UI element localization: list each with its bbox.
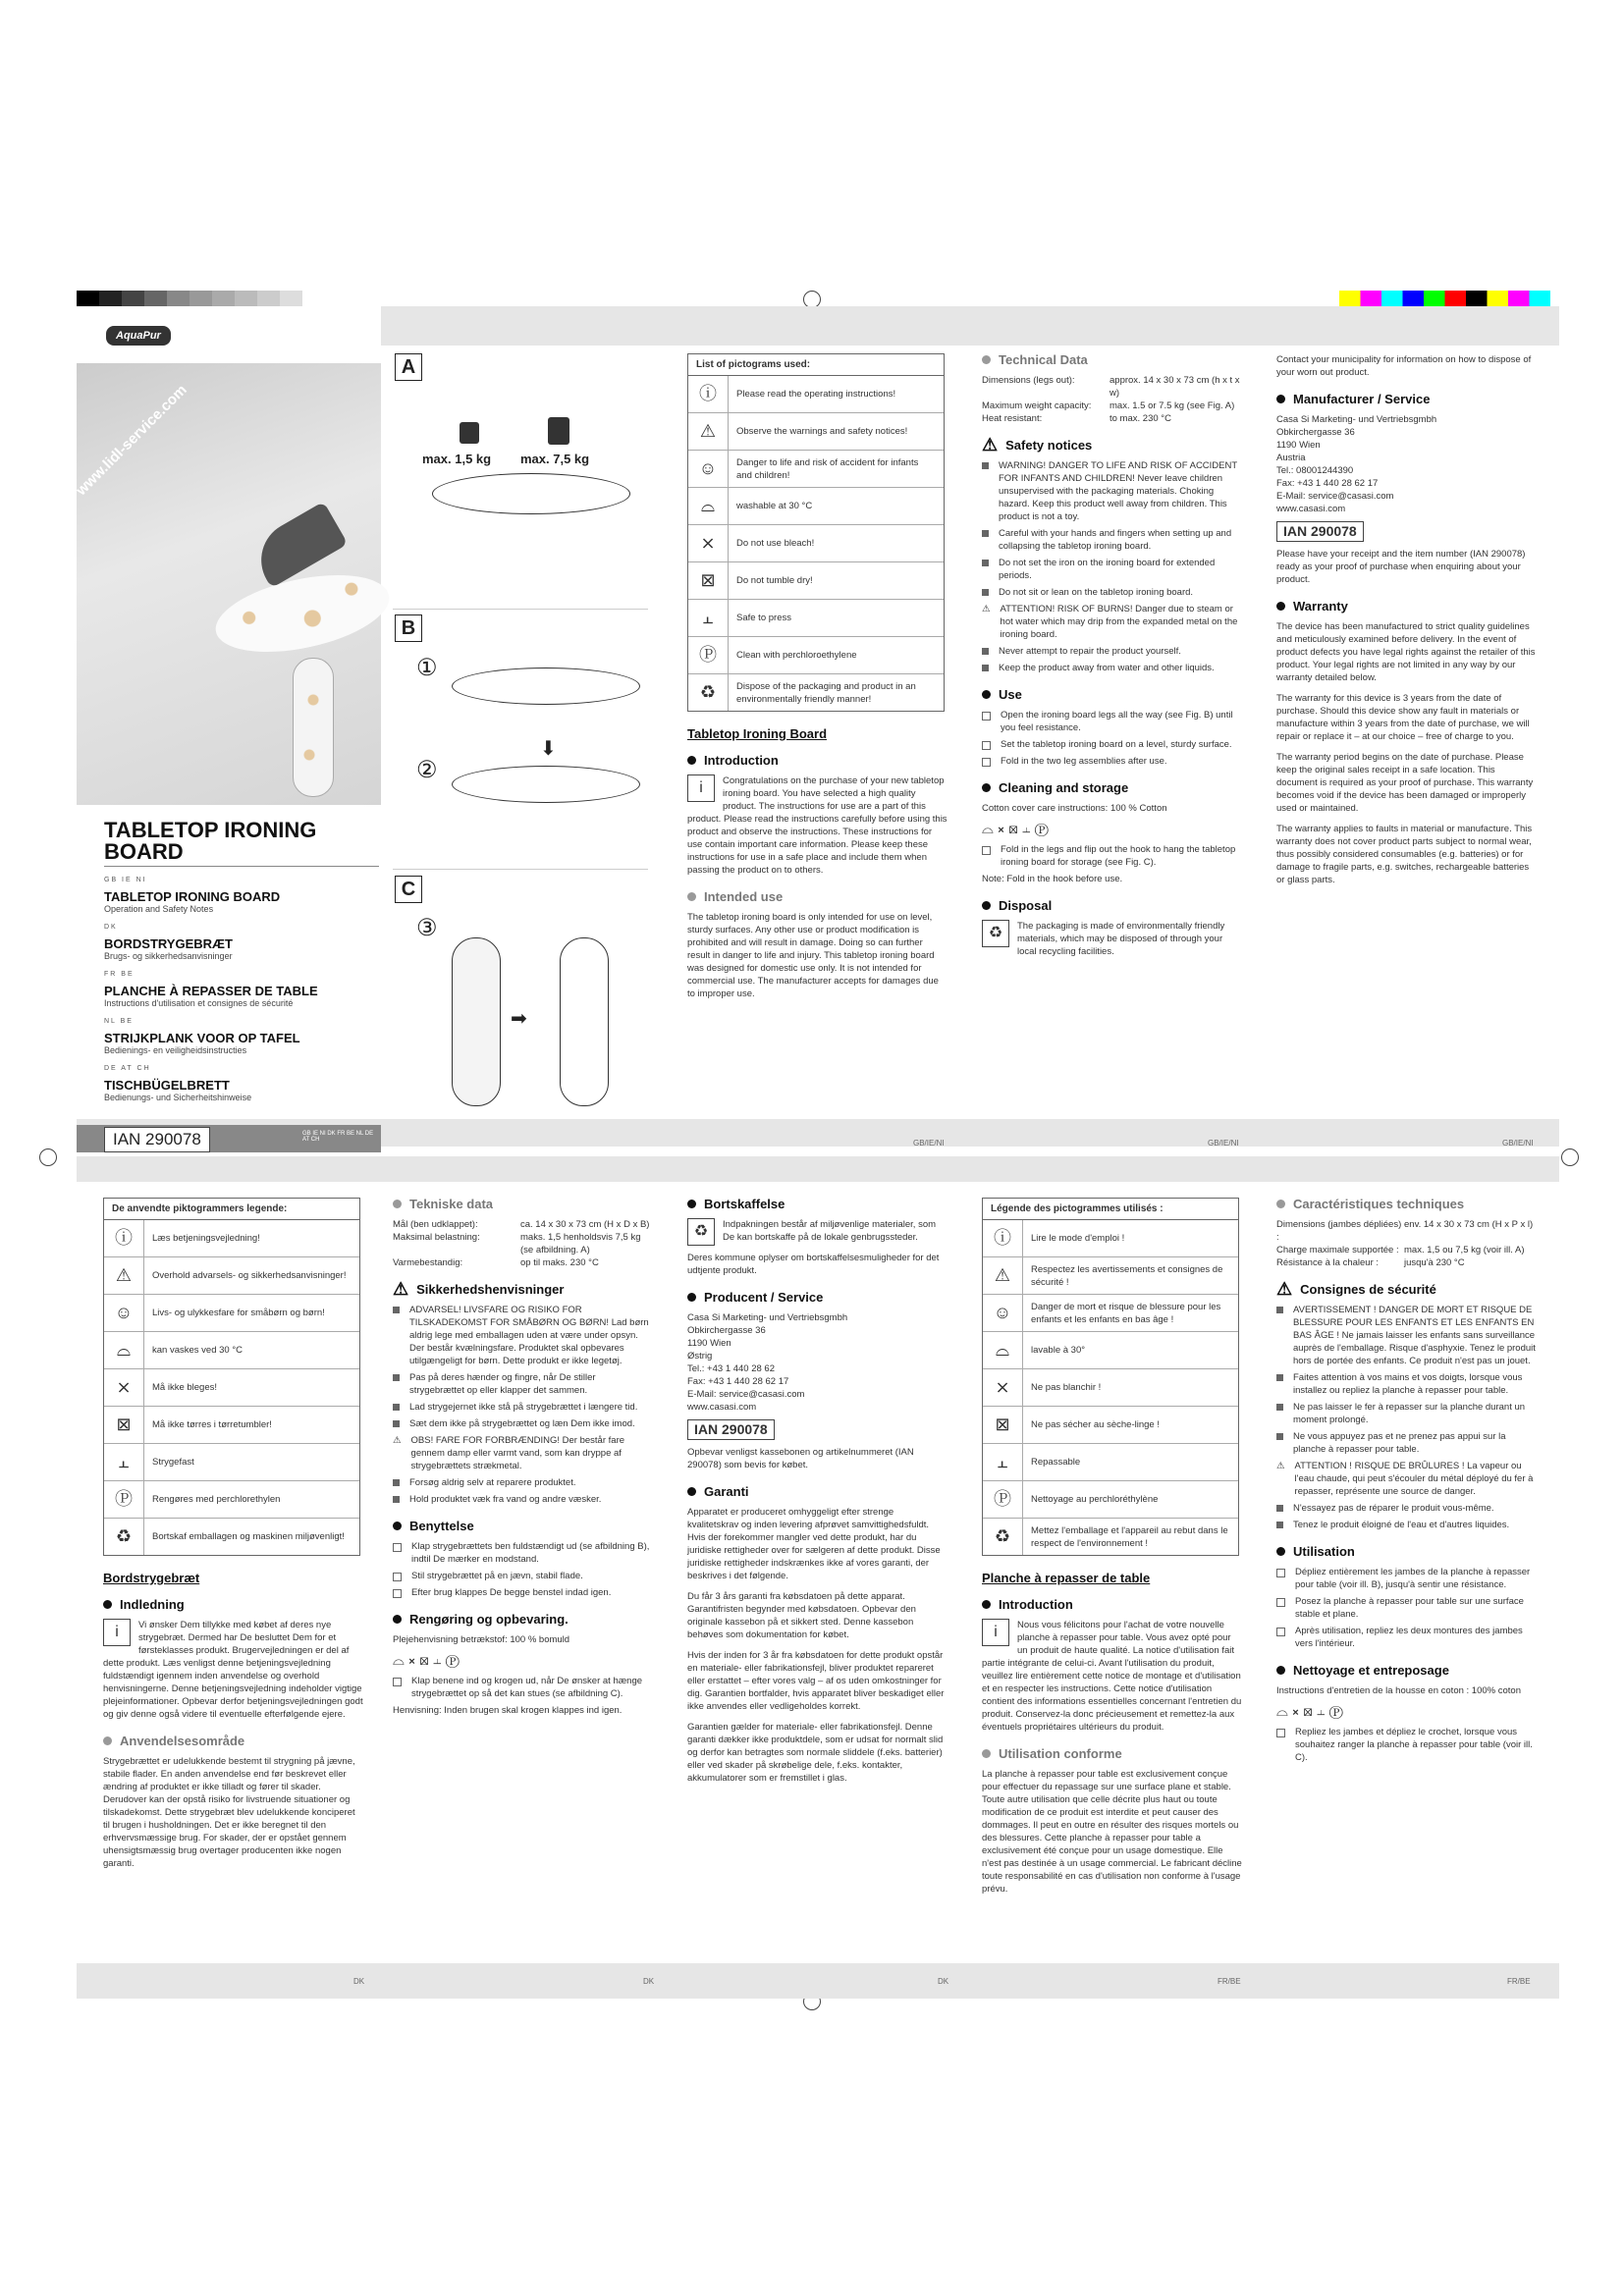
fig-c-arrow: ➡ (511, 1008, 527, 1030)
warning-icon: ⚠ (688, 413, 729, 450)
gb-product-title: Tabletop Ironing Board (687, 726, 828, 741)
info-icon: i (982, 1619, 1009, 1646)
dk-col-3: Bortskaffelse ♻ Indpakningen består af miljøvenlige materialer, som De kan bortskaffe på de lokale genbrugssteder. Deres kommune oplyser om bortskaffelsesmuligheder for det udtjente produkt. Producent / Service Casa Si Marketing- und Vertriebsgmbh Obkirchergasse 36 1190 Wien Østrig Tel.: +43 1 440 28 62 Fax: +43 1 440 28 62 17 E-Mail: service@casasi.com www.casasi.com IAN 290078 Opbevar venligst kassebonen og artikelnummeret (IAN 290078) som bevis for købet. Garanti Apparatet er produceret omhyggeligt efter strenge kvalitetskrav og inden levering afprøvet samvittighedsfuldt. Hvis der forekommer mangler ved dette produkt, har du juridiske rettigheder over for sælgeren af dette produkt. Disse juridiske rettigheder indskrænkes ikke af vores garanti, der beskrives i det følgende. Du får 3 års garanti fra købsdatoen på dette apparat. Garantifristen begynder med købsdatoen. Opbevar den originale kassebon på et sikkert sted. Denne kassebon behøves som dokumentation for købet. Hvis der inden for 3 år fra købsdatoen for dette produkt opstår en materiale- eller fabrikationsfejl, bliver produktet repareret eller erstattet – efter vores valg – af os uden omkostninger for dig. Garantien bortfalder, hvis apparatet bliver beskadiget eller ikke anvendes eller vedligeholdes korrekt. Garantien gælder for materiale- eller fabrikationsfejl. Denne garanti dækker ikke produktdele, som er udsat for normalt slid og derfor kan betragtes som normale sliddele (f.eks. batterier) eller ved skader på skrøbelige dele, f.eks. kontakter, akkumulatorer som er fremstillet i glas. (687, 1198, 947, 1792)
gb-clean-heading: Cleaning and storage (982, 781, 1242, 794)
gb-tech-heading: Technical Data (982, 353, 1242, 366)
fr-safety-heading: ⚠ Consignes de sécurité (1276, 1279, 1436, 1299)
warning-icon: ⚠ (982, 435, 999, 454)
gb-col-2: Technical Data Dimensions (legs out): approx. 14 x 30 x 73 cm (h x t x w) Maximum weight capacity: max. 1.5 or 7.5 kg (see Fig. A) Heat resistant: to max. 230 °C ⚠ Safety notices WARNING! DANGER TO LIFE AND RISK OF ACCIDENT FOR INFANTS AND CHILDREN! Never leave children unsupervised with the packaging materials. Choking hazard. Keep this product well away from children. This product is not a toy. Careful with your hands and fingers when setting up and collapsing the tabletop ironing board. Do not set the iron on the ironing board for extended periods. Do not sit or lean on the tabletop ironing board. ⚠ ATTENTION! RISK OF BURNS! Danger due to steam or hot water which may drip from the expanded metal on the ironing board. Never attempt to repair the product yourself. Keep the product away from water and other liquids. Use Open the ironing board legs all the way (see Fig. B) until you feel resistance. Set the tabletop ironing board on a level, sturdy surface. Fold in the two leg assemblies after use. Cleaning and storage Cotton cover care instructions: 100 % Cotton ⌓ ⨯ ⊠ ⫠ Ⓟ Fold in the legs and flip out the hook to hang the tabletop ironing board for storage (see Fig. C). Note: Fold in the hook before use. Disposal ♻ The packaging is made of environmentally friendly materials, which may be disposed of through your local recycling facilities. (982, 353, 1242, 966)
gb-safety-heading: ⚠ Safety notices (982, 435, 1093, 454)
iron-icon: ⫠ (104, 1444, 144, 1480)
dk-product-title: Bordstrygebræt (103, 1571, 200, 1585)
registration-bar-left (77, 291, 302, 306)
lang-block-nl: NL BE STRIJKPLANK VOOR OP TAFEL Bedienings- en veiligheidsinstructies (104, 1018, 300, 1055)
fr-col-1: Légende des pictogrammes utilisés : ⓘ Lire le mode d'emploi ! ⚠ Respectez les avertissements et consignes de sécurité ! ☺ Danger de mort et risque de blessure pour les enfants et les enfants en bas âge ! ⌓ lavable à 30° ⨯ Ne pas blanchir ! ⊠ Ne pas sécher au sèche-linge ! ⫠ Repassable Ⓟ Nettoyage au perchloréthylène ♻ Mettez l'emballage et l'appareil au rebut dans le respect de l'environnement ! Planche à repasser de table Introduction i Nous vous félicitons pour l'achat de votre nouvelle planche à repasser pour table. Vous avez opté pour un produit de haute qualité. La notice d'utilisation fait partie intégrante de celui-ci. Avant l'utilisation du produit, veuillez lire entièrement cette notice de montage et d'utilisation et en respecter les instructions. Cette notice d'utilisation contient des informations essentielles concernant l'entretien du produit. Conservez-la donc précieusement et remettez-la aux éventuels propriétaires ultérieurs du produit. Utilisation conforme La planche à repasser pour table est exclusivement conçue pour effectuer du repassage sur une surface plane et stable. Toute autre utilisation que celle décrite plus haut ou toute modification de ce produit est interdite et peut causer des dommages. Il peut en outre en résulter des risques mortels ou des blessures. Cette planche à repasser pour table a exclusivement été conçue pour un usage domestique. Elle n'est pas destinée à un usage commercial. Le fabricant décline toute responsabilité en cas d'utilisation non conforme à l'usage prévu. (982, 1198, 1242, 1903)
read-instructions-icon: ⓘ (104, 1220, 144, 1256)
fig-a-load-2: max. 7,5 kg (520, 452, 590, 466)
perchloroethylene-icon: Ⓟ (104, 1481, 144, 1518)
dk-tech-heading: Tekniske data (393, 1198, 653, 1210)
gb-intro-text: i Congratulations on the purchase of your new tabletop ironing board. You have selected a high quality product. The instructions for use are a part of this product. Please read the instructions carefully before using this product and observe the instructions. These instructions for use contain important care information. Please keep these instructions for use in a safe place and include them when passing the product on to others. (687, 775, 947, 876)
warning-icon: ⚠ (1276, 1461, 1285, 1471)
fig-a (412, 393, 648, 540)
dk-intended-heading: Anvendelsesområde (103, 1735, 363, 1747)
recycle-icon: ♻ (982, 920, 1009, 947)
read-instructions-icon: ⓘ (983, 1220, 1023, 1256)
wash-30-icon: ⌓ (983, 1332, 1023, 1368)
fig-b-board-2 (452, 766, 640, 803)
perchloroethylene-icon: Ⓟ (688, 637, 729, 673)
gb-tech-row: Maximum weight capacity: max. 1.5 or 7.5 kg (see Fig. A) (982, 400, 1235, 411)
fig-c-board-1 (452, 937, 501, 1106)
fig-label-b: B (395, 614, 422, 642)
dk-safety-heading: ⚠ Sikkerhedshenvisninger (393, 1279, 565, 1299)
wash-30-icon: ⌓ (104, 1332, 144, 1368)
warning-icon: ⚠ (982, 604, 991, 614)
cover-title: TABLETOP IRONING BOARD (104, 818, 317, 864)
perchloroethylene-icon: Ⓟ (983, 1481, 1023, 1518)
crosshair-left (39, 1148, 57, 1166)
dk-warranty-heading: Garanti (687, 1485, 947, 1498)
care-symbols-icon: ⌓ ⨯ ⊠ ⫠ Ⓟ (982, 821, 1049, 837)
gb-disposal-heading: Disposal (982, 899, 1242, 912)
standing-board-illustration (293, 658, 334, 797)
gb-safety-warning: WARNING! DANGER TO LIFE AND RISK OF ACCIDENT FOR INFANTS AND CHILDREN! Never leave children unsupervised with the packaging materials. Choking hazard. Keep this product well away from children. This product is not a toy. (982, 459, 1242, 523)
footer-gb-1: GB/IE/NI (913, 1139, 945, 1148)
fig-b-step-1: ① (416, 655, 438, 681)
mid-band-bottom (77, 1156, 1559, 1182)
fig-rule-2 (393, 869, 648, 870)
gb-intended-text: The tabletop ironing board is only intended for use on level, sturdy surfaces. Any other use or product modification is prohibited and will result in damage. Doing so can further result in danger to life and injury. This tabletop ironing board was designed for domestic use only. It is not intended for commercial use. The manufacturer accepts for damages due to improper use. (687, 912, 939, 999)
cover-ian-flags: GB IE NI DK FR BE NL DE AT CH (302, 1131, 374, 1143)
lang-block-dk: DK BORDSTRYGEBRÆT Brugs- og sikkerhedsanvisninger (104, 924, 233, 961)
read-instructions-icon: ⓘ (688, 376, 729, 412)
dk-mfr-heading: Producent / Service (687, 1291, 947, 1304)
warning-icon: ⚠ (983, 1257, 1023, 1294)
child-danger-icon: ☺ (983, 1295, 1023, 1331)
recycle-icon: ♻ (687, 1218, 715, 1246)
gb-intended-heading: Intended use (687, 890, 947, 903)
iron-icon: ⫠ (983, 1444, 1023, 1480)
weight-icon-2 (548, 417, 569, 445)
gb-use-heading: Use (982, 688, 1242, 701)
no-tumble-dry-icon: ⊠ (983, 1407, 1023, 1443)
cover-ian: IAN 290078 (104, 1127, 210, 1152)
cover-title-rule (104, 866, 379, 867)
warning-icon: ⚠ (1276, 1279, 1293, 1299)
ironing-board-illustration (209, 561, 397, 666)
fig-c (412, 908, 648, 1114)
no-bleach-icon: ⨯ (104, 1369, 144, 1406)
dk-clean-heading: Rengøring og opbevaring. (393, 1613, 653, 1626)
dk-pictogram-table: De anvendte piktogrammers legende: ⓘ Læs betjeningsvejledning! ⚠ Overhold advarsels- og sikkerhedsanvisninger! ☺ Livs- og ulykkesfare for småbørn og børn! ⌓ kan vaskes ved 30 °C ⨯ Må ikke bleges! ⊠ Må ikke tørres i tørretumbler! ⫠ Strygefast Ⓟ Rengøres med perchlorethylen ♻ Bortskaf emballagen og maskinen miljøvenligt! (103, 1198, 360, 1556)
footer-dk-1: DK (353, 1977, 365, 1986)
fr-use-heading: Utilisation (1276, 1545, 1537, 1558)
care-symbols-icon: ⌓ ⨯ ⊠ ⫠ Ⓟ (393, 1652, 460, 1669)
lang-block-fr: FR BE PLANCHE À REPASSER DE TABLE Instructions d'utilisation et consignes de sécurité (104, 971, 318, 1008)
fig-a-board (432, 473, 630, 514)
fig-label-a: A (395, 353, 422, 381)
fig-a-load-1: max. 1,5 kg (422, 452, 492, 466)
recycle-icon: ♻ (688, 674, 729, 711)
footer-gb-3: GB/IE/NI (1502, 1139, 1534, 1148)
fr-tech-heading: Caractéristiques techniques (1276, 1198, 1537, 1210)
warning-icon: ⚠ (393, 1435, 402, 1446)
fr-intended-heading: Utilisation conforme (982, 1747, 1242, 1760)
footer-dk-2: DK (643, 1977, 655, 1986)
info-icon: i (687, 774, 715, 802)
gb-tech-row: Dimensions (legs out): approx. 14 x 30 x 73 cm (h x t x w) (982, 375, 1240, 399)
lidl-service-url[interactable]: www.lidl-service.com (73, 381, 190, 500)
gb-intro-heading: Introduction (687, 754, 947, 767)
footer-dk-3: DK (938, 1977, 949, 1986)
gb-pictogram-table: List of pictograms used: ⓘ Please read the operating instructions! ⚠ Observe the warnings and safety notices! ☺ Danger to life and risk of accident for infants and children! ⌓ washable at 30 °C ⨯ Do not use bleach! ⊠ Do not tumble dry! ⫠ Safe to press Ⓟ Clean with perchloroethylene ♻ Dispose of the packaging and product in an environmentally friendly manner! (687, 353, 945, 712)
warning-icon: ⚠ (104, 1257, 144, 1294)
fr-col-2: Caractéristiques techniques Dimensions (jambes dépliées) : env. 14 x 30 x 73 cm (H x P x l) Charge maximale supportée : max. 1,5 ou 7,5 kg (voir ill. A) Résistance à la chaleur : jusqu'à 230 °C ⚠ Consignes de sécurité AVERTISSEMENT ! DANGER DE MORT ET RISQUE DE BLESSURE POUR LES ENFANTS ET LES ENFANTS EN BAS ÂGE ! Ne jamais laisser les enfants sans surveillance auprès de l'emballage. Risque d'asphyxie. Tenez le produit hors de portée des enfants. Ce produit n'est pas un jouet. Faites attention à vos mains et vos doigts, lorsque vous installez ou repliez la planche à repasser pour table. Ne pas laisser le fer à repasser sur la planche durant un moment prolongé. Ne vous appuyez pas et ne prenez pas appui sur la planche à repasser pour table. ⚠ ATTENTION ! RISQUE DE BRÛLURES ! La vapeur ou l'eau chaude, qui peut s'écouler du métal déployé du fer à repasser, représente une source de danger. N'essayez pas de réparer le produit vous-même. Tenez le produit éloigné de l'eau et d'autres liquides. Utilisation Dépliez entièrement les jambes de la planche à repasser pour table (voir ill. B), jusqu'à sentir une résistance. Posez la planche à repasser pour table sur une surface stable et plane. Après utilisation, repliez les deux montures des jambes vers l'intérieur. Nettoyage et entreposage Instructions d'entretien de la housse en coton : 100% coton ⌓ ⨯ ⊠ ⫠ Ⓟ Repliez les jambes et dépliez le crochet, lorsque vous souhaitez ranger la planche à repasser pour table (voir ill. C). (1276, 1197, 1536, 1763)
fig-label-c: C (395, 876, 422, 903)
cover-photo (73, 330, 381, 805)
lang-block-de: DE AT CH TISCHBÜGELBRETT Bedienungs- und Sicherheitshinweise (104, 1065, 252, 1102)
top-band (381, 306, 1559, 346)
dk-ian: IAN 290078 (687, 1419, 775, 1440)
registration-bar-right (1339, 291, 1550, 306)
gb-mfr-heading: Manufacturer / Service (1276, 393, 1537, 405)
dk-intro-heading: Indledning (103, 1598, 363, 1611)
fig-b (412, 648, 648, 874)
iron-icon: ⫠ (688, 600, 729, 636)
dk-use-heading: Benyttelse (393, 1520, 653, 1532)
bottom-band (77, 1963, 1559, 1999)
care-symbols-icon: ⌓ ⨯ ⊠ ⫠ Ⓟ (1276, 1703, 1343, 1720)
dk-col-1: De anvendte piktogrammers legende: ⓘ Læs betjeningsvejledning! ⚠ Overhold advarsels- og sikkerhedsanvisninger! ☺ Livs- og ulykkesfare for småbørn og børn! ⌓ kan vaskes ved 30 °C ⨯ Må ikke bleges! ⊠ Må ikke tørres i tørretumbler! ⫠ Strygefast Ⓟ Rengøres med perchlorethylen ♻ Bortskaf emballagen og maskinen miljøvenligt! Bordstrygebræt Indledning i Vi ønsker Dem tillykke med købet af deres nye strygebræt. Dermed har De besluttet Dem for et førsteklasses produkt. Brugervejledningen er del af dette produkt. Læs venligst denne betjeningsvejledning fuldstændigt igennem inden anvendelse og overhold henvisningerne. Denne betjeningsvejledning indeholder vigtige plejeinformationer. Opbevar derfor betjeningsvejledningen godt og giv denne også videre til eventuelle efterfølgende ejere. Anvendelsesområde Strygebrættet er udelukkende bestemt til strygning på jævne, stabile flader. En anden anvendelse end før beskrevet eller ændring af produktet er ikke tilladt og fører til skader. Derudover kan der opstå risiko for livstruende situationer og tilskadekomst. Dette strygebræt blev udelukkende konciperet til brugen i husholdningen. Det er ikke beregnet til den erhvervsmæssige brug. For skader, der er opstået gennem uhensigtsmæssig brug overtager producenten ikke nogen garanti. (103, 1198, 363, 1878)
crosshair-right (1561, 1148, 1579, 1166)
info-icon: i (103, 1619, 131, 1646)
fig-c-board-2 (560, 937, 609, 1106)
footer-fr-1: FR/BE (1218, 1977, 1241, 1986)
dk-disposal-heading: Bortskaffelse (687, 1198, 947, 1210)
lang-block-gb: GB IE NI TABLETOP IRONING BOARD Operation and Safety Notes (104, 877, 281, 914)
dk-col-2: Tekniske data Mål (ben udklappet): ca. 14 x 30 x 73 cm (H x D x B) Maksimal belastning: maks. 1,5 henholdsvis 7,5 kg (se afbildning. A) Varmebestandig: op til maks. 230 °C ⚠ Sikkerhedshenvisninger ADVARSEL! LIVSFARE OG RISIKO FOR TILSKADEKOMST FOR SMÅBØRN OG BØRN! Lad børn aldrig lege med emballagen uden at være under opsyn. Der består kvælningsfare. Produktet skal opbevares utilgængeligt for børn. Dette produkt er ikke legetøj. Pas på deres hænder og fingre, når De stiller strygebrættet op eller klapper det sammen. Lad strygejernet ikke stå på strygebrættet i længere tid. Sæt dem ikke på strygebrættet og læn Dem ikke imod. ⚠ OBS! FARE FOR FORBRÆNDING! Der består fare gennem damp eller varmt vand, som kan dryppe af strygebrættets strækmetal. Forsøg aldrig selv at reparere produktet. Hold produktet væk fra vand og andre væsker. Benyttelse Klap strygebrættets ben fuldstændigt ud (se afbildning B), indtil De mærker en modstand. Stil strygebrættet på en jævn, stabil flade. Efter brug klappes De begge benstel indad igen. Rengøring og opbevaring. Plejehenvisning betrækstof: 100 % bomuld ⌓ ⨯ ⊠ ⫠ Ⓟ Klap benene ind og krogen ud, når De ønsker at hænge strygebrættet op så det kan stues (se afbildning C). Henvisning: Inden brugen skal krogen klappes ind igen. (393, 1198, 653, 1725)
child-danger-icon: ☺ (104, 1295, 144, 1331)
child-danger-icon: ☺ (688, 451, 729, 487)
gb-col-3: Contact your municipality for information on how to dispose of your worn out product. Manufacturer / Service Casa Si Marketing- und Vertriebsgmbh Obkirchergasse 36 1190 Wien Austria Tel.: 08001244390 Fax: +43 1 440 28 62 17 E-Mail: service@casasi.com www.casasi.com IAN 290078 Please have your receipt and the item number (IAN 290078) ready as your proof of purchase when enquiring about your product. Warranty The device has been manufactured to strict quality guidelines and meticulously examined before delivery. In the event of product defects you have legal rights against the retailer of this product. Your legal rights are not limited in any way by our warranty detailed below. The warranty for this device is 3 years from the date of purchase. Should this device show any fault in materials or manufacture within 3 years from the date of purchase, we will repair or replace it – at our choice – free of charge to you. The warranty period begins on the date of purchase. Please keep the original sales receipt in a safe location. This document is required as your proof of purchase. This warranty becomes void if the device has been damaged or improperly used or maintained. The warranty applies to faults in material or manufacture. This warranty does not cover product parts subject to normal wear, thus possibly considered consumables (e.g. batteries) or for damage to fragile parts, e.g. switches, rechargeable batteries or glass parts. (1276, 354, 1536, 885)
fr-pictogram-table: Légende des pictogrammes utilisés : ⓘ Lire le mode d'emploi ! ⚠ Respectez les avertissements et consignes de sécurité ! ☺ Danger de mort et risque de blessure pour les enfants et les enfants en bas âge ! ⌓ lavable à 30° ⨯ Ne pas blanchir ! ⊠ Ne pas sécher au sèche-linge ! ⫠ Repassable Ⓟ Nettoyage au perchloréthylène ♻ Mettez l'emballage et l'appareil au rebut dans le respect de l'environnement ! (982, 1198, 1239, 1556)
brand-logo: AquaPur (106, 326, 171, 346)
fr-product-title: Planche à repasser de table (982, 1571, 1151, 1585)
cover-ian-bar (77, 1125, 381, 1152)
gb-tech-row: Heat resistant: to max. 230 °C (982, 413, 1171, 424)
fr-intro-heading: Introduction (982, 1598, 1242, 1611)
fig-c-step-3: ③ (416, 915, 438, 941)
cover-lang-list (104, 877, 379, 1112)
fig-b-board-1 (452, 667, 640, 705)
footer-fr-2: FR/BE (1507, 1977, 1531, 1986)
fig-rule-1 (393, 609, 648, 610)
recycle-icon: ♻ (104, 1519, 144, 1555)
no-bleach-icon: ⨯ (688, 525, 729, 561)
no-tumble-dry-icon: ⊠ (688, 562, 729, 599)
fig-b-arrow: ⬇ (540, 738, 557, 760)
warning-icon: ⚠ (393, 1279, 409, 1299)
gb-burn-warning: ⚠ ATTENTION! RISK OF BURNS! Danger due to steam or hot water which may drip from the expanded metal on the ironing board. (982, 604, 1238, 640)
recycle-icon: ♻ (983, 1519, 1023, 1555)
wash-30-icon: ⌓ (688, 488, 729, 524)
gb-warranty-heading: Warranty (1276, 600, 1537, 613)
footer-gb-2: GB/IE/NI (1208, 1139, 1239, 1148)
weight-icon-1 (460, 422, 479, 444)
no-bleach-icon: ⨯ (983, 1369, 1023, 1406)
gb-ian: IAN 290078 (1276, 521, 1364, 542)
gb-col-1 (687, 353, 947, 1008)
fig-b-step-2: ② (416, 757, 438, 783)
no-tumble-dry-icon: ⊠ (104, 1407, 144, 1443)
fr-clean-heading: Nettoyage et entreposage (1276, 1664, 1537, 1677)
